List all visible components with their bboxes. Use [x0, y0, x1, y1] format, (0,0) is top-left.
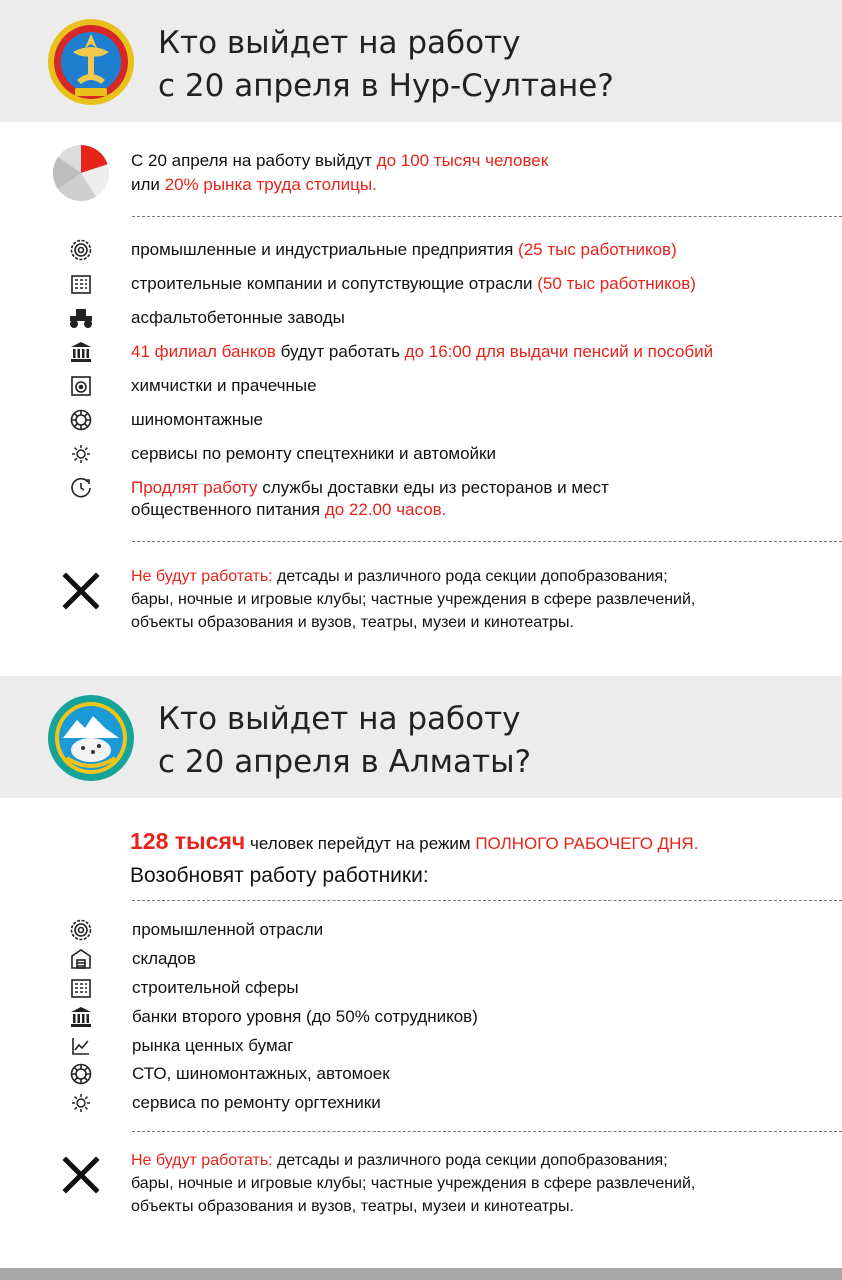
- intro-text: или: [131, 175, 165, 194]
- gear-ring-icon: [69, 238, 93, 262]
- building-icon: [69, 976, 93, 1000]
- almaty-title-line2: с 20 апреля в Алматы?: [158, 744, 532, 780]
- item-highlight: 41 филиал банков: [131, 342, 276, 361]
- washing-machine-icon: [69, 374, 93, 398]
- delivery-clock-icon: [69, 476, 93, 500]
- astana-intro-line1: [131, 150, 548, 172]
- divider: [132, 900, 842, 901]
- item-text: сервисы по ремонту спецтехники и автомойки: [131, 444, 496, 463]
- item-text: рынка ценных бумаг: [132, 1036, 294, 1055]
- item-highlight: (50 тыс работников): [537, 274, 696, 293]
- intro-text: человек перейдут на режим: [245, 834, 476, 853]
- item-text: химчистки и прачечные: [131, 376, 317, 395]
- item-text: СТО, шиномонтажных, автомоек: [132, 1064, 390, 1083]
- almaty-title-line1: Кто выйдет на работу: [158, 701, 521, 737]
- item-text: будут работать: [275, 342, 405, 361]
- item-text: асфальтобетонные заводы: [131, 308, 345, 327]
- chart-icon: [69, 1034, 93, 1058]
- intro-highlight: ПОЛНОГО РАБОЧЕГО ДНЯ.: [475, 834, 699, 853]
- item-text: службы доставки еды из ресторанов и мест: [257, 478, 609, 497]
- item-highlight: Продлят работу: [131, 478, 258, 497]
- almaty-emblem-icon: [47, 694, 135, 782]
- bottom-bar: [0, 1268, 842, 1280]
- closed-text: бары, ночные и игровые клубы; частные учреждения в сфере развлечений,: [131, 591, 696, 608]
- warehouse-icon: [69, 947, 93, 971]
- close-icon: [62, 572, 100, 610]
- item-highlight: (25 тыс работников): [518, 240, 677, 259]
- tire-icon: [69, 1062, 93, 1086]
- item-text: промышленной отрасли: [132, 920, 324, 939]
- pie-chart-icon: [52, 144, 110, 202]
- astana-intro-line2: [131, 174, 377, 196]
- intro-highlight: до 100 тысяч человек: [376, 151, 549, 170]
- astana-header: [0, 0, 842, 122]
- item-text: строительные компании и сопутствующие отрасли: [131, 274, 538, 293]
- gear-ring-icon: [69, 918, 93, 942]
- bank-icon: [69, 340, 93, 364]
- closed-label: Не будут работать:: [131, 1152, 273, 1169]
- almaty-title: [158, 698, 531, 784]
- closed-label: Не будут работать:: [131, 568, 273, 585]
- closed-text: объекты образования и вузов, театры, музеи и кинотеатры.: [131, 614, 574, 631]
- service-gear-icon: [69, 442, 93, 466]
- closed-text: объекты образования и вузов, театры, музеи и кинотеатры.: [131, 1198, 574, 1215]
- divider: [132, 1131, 842, 1132]
- item-highlight: до 22.00 часов.: [324, 500, 447, 519]
- nur-sultan-emblem-icon: [47, 18, 135, 106]
- tire-icon: [69, 408, 93, 432]
- item-text: общественного питания: [131, 500, 325, 519]
- intro-text: С 20 апреля на работу выйдут: [131, 151, 377, 170]
- almaty-header: [0, 676, 842, 798]
- item-text: сервиса по ремонту оргтехники: [132, 1093, 381, 1112]
- building-icon: [69, 272, 93, 296]
- close-icon: [62, 1156, 100, 1194]
- astana-title-line2: с 20 апреля в Нур-Султане?: [158, 68, 614, 104]
- almaty-intro-line1: [130, 826, 698, 859]
- closed-text: детсады и различного рода секции допобразования;: [272, 1152, 668, 1169]
- item-text: складов: [132, 949, 196, 968]
- divider: [132, 216, 842, 217]
- road-roller-icon: [66, 306, 96, 330]
- resume-heading: Возобновят работу работники:: [130, 864, 429, 887]
- item-text: промышленные и индустриальные предприятия: [131, 240, 519, 259]
- item-text: шиномонтажные: [131, 410, 263, 429]
- bank-icon: [69, 1005, 93, 1029]
- item-text: банки второго уровня (до 50% сотрудников): [132, 1007, 478, 1026]
- closed-text: детсады и различного рода секции допобразования;: [272, 568, 668, 585]
- astana-title-line1: Кто выйдет на работу: [158, 25, 521, 61]
- service-gear-icon: [69, 1091, 93, 1115]
- item-text: строительной сферы: [132, 978, 299, 997]
- divider: [132, 541, 842, 542]
- closed-text: бары, ночные и игровые клубы; частные учреждения в сфере развлечений,: [131, 1175, 696, 1192]
- item-highlight: до 16:00 для выдачи пенсий и пособий: [404, 342, 714, 361]
- intro-number: 128 тысяч: [130, 828, 246, 854]
- intro-highlight: 20% рынка труда столицы.: [164, 175, 377, 194]
- astana-title: [158, 22, 614, 108]
